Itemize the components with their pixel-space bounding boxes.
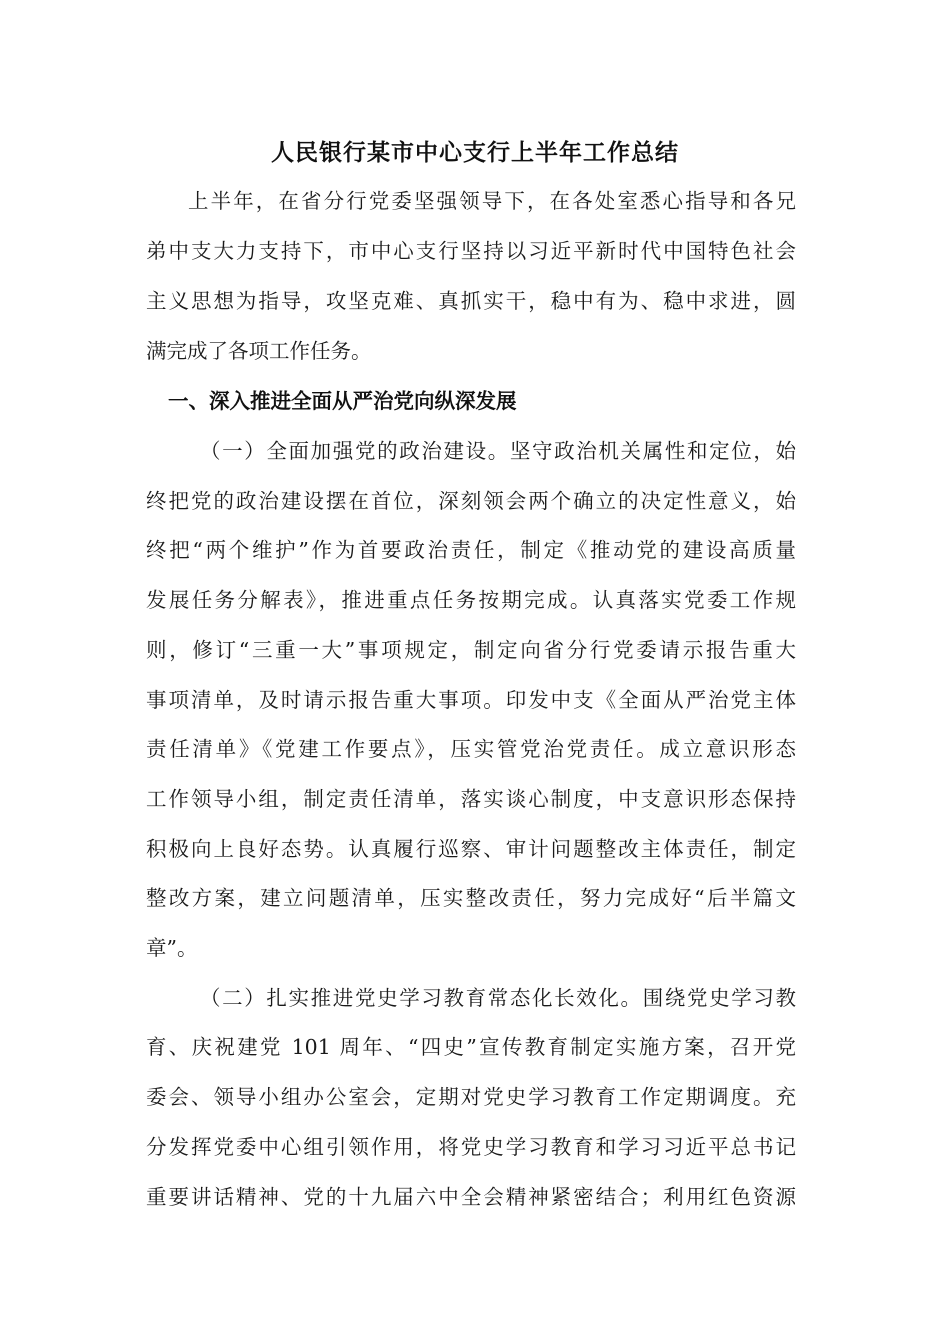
para1-line-3: 终把“两个维护”作为首要政治责任，制定《推动党的建设高质量	[146, 538, 796, 562]
para2-line-3: 委会、领导小组办公室会，定期对党史学习教育工作定期调度。充	[146, 1085, 796, 1109]
para2-line-4: 分发挥党委中心组引领作用，将党史学习教育和学习习近平总书记	[146, 1135, 796, 1159]
para1-line-9: 积极向上良好态势。认真履行巡察、审计问题整改主体责任，制定	[146, 837, 796, 861]
para2-line-1: （二）扎实推进党史学习教育常态化长效化。围绕党史学习教	[200, 986, 796, 1010]
para1-line-4: 发展任务分解表》，推进重点任务按期完成。认真落实党委工作规	[146, 588, 796, 612]
para1-line-6: 事项清单，及时请示报告重大事项。印发中支《全面从严治党主体	[146, 688, 796, 712]
para1-line-11: 章”。	[146, 936, 198, 960]
intro-line-3: 主义思想为指导，攻坚克难、真抓实干，稳中有为、稳中求进，圆	[146, 289, 796, 313]
intro-line-1: 上半年，在省分行党委坚强领导下，在各处室悉心指导和各兄	[188, 189, 796, 213]
para2-line-2: 育、庆祝建党 101 周年、“四史”宣传教育制定实施方案，召开党	[146, 1035, 796, 1059]
document-title: 人民银行某市中心支行上半年工作总结	[271, 140, 679, 166]
para1-line-10: 整改方案，建立问题清单，压实整改责任，努力完成好“后半篇文	[146, 886, 796, 910]
intro-line-4: 满完成了各项工作任务。	[146, 339, 372, 363]
para1-line-5: 则，修订“三重一大”事项规定，制定向省分行党委请示报告重大	[146, 638, 796, 662]
para1-line-8: 工作领导小组，制定责任清单，落实谈心制度，中支意识形态保持	[146, 787, 796, 811]
para2-line-5: 重要讲话精神、党的十九届六中全会精神紧密结合；利用红色资源	[146, 1185, 796, 1209]
para1-line-2: 终把党的政治建设摆在首位，深刻领会两个确立的决定性意义，始	[146, 489, 796, 513]
para1-line-1: （一）全面加强党的政治建设。坚守政治机关属性和定位，始	[200, 439, 796, 463]
para1-line-7: 责任清单》《党建工作要点》，压实管党治党责任。成立意识形态	[146, 737, 796, 761]
section1-heading: 一、深入推进全面从严治党向纵深发展	[168, 389, 517, 413]
intro-line-2: 弟中支大力支持下，市中心支行坚持以习近平新时代中国特色社会	[146, 239, 796, 263]
